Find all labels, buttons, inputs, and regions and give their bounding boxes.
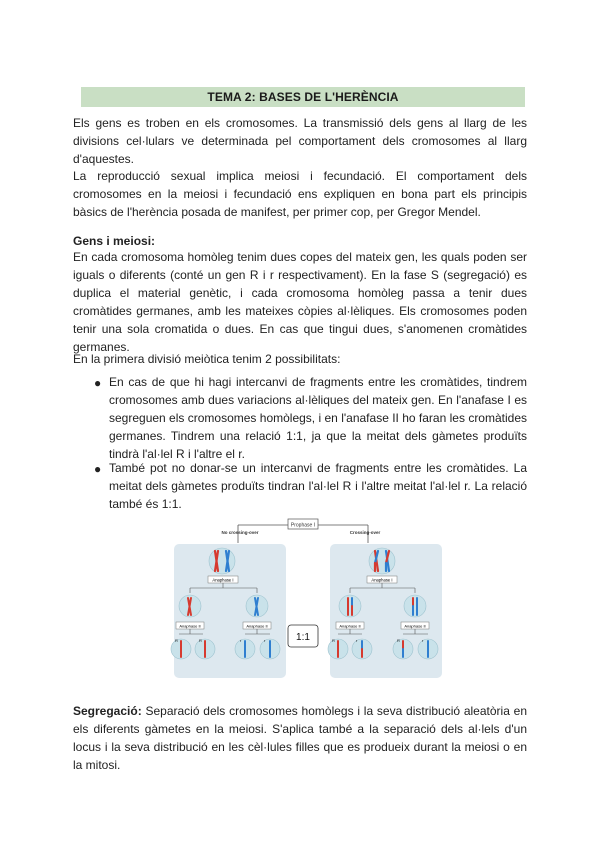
svg-text:r: r <box>264 638 266 643</box>
intro-paragraph-2: La reproducció sexual implica meiosi i fecundació. El comportament dels cromosomes en la meiosi i fecundació ens expliquen en bona part els principis bàsics de l'herència posada de manifest, per primer cop, per Gregor Mendel. <box>73 169 527 219</box>
crossing-label: Crossing-over <box>349 530 381 535</box>
prophase-label: Prophase I <box>290 522 316 529</box>
intro-paragraph-1: Els gens es troben en els cromosomes. La transmissió dels gens al llarg de les divisions cel·lulars ve determinada pel comportament dels cromosomes al llarg d'aquestes. <box>73 116 527 166</box>
svg-text:Anaphase II: Anaphase II <box>339 623 361 629</box>
bullet-marker: ● <box>94 462 102 476</box>
bullet-item-2: També pot no donar-se un intercanvi de fragments entre les cromàtides. La meitat dels gàmetes produïts tindran l'al·lel R i l'altre meitat l'al·lel r. La relació també és 1:1. <box>109 461 527 511</box>
segregacio-text: Separació dels cromosomes homòlegs i la seva distribució aleatòria en els diferents gàmetes en la meiosi. S'aplica també a la separació dels al·lels d'un locus i la seva distribució en les cèl·lules filles que es produeix durant la meiosi o en la mitosi. <box>73 704 527 772</box>
gens-paragraph-2: En la primera divisió meiòtica tenim 2 possibilitats: <box>73 352 341 366</box>
anaphase-ii-label: Anaphase II <box>246 623 268 629</box>
no-crossing-label: No crossing-over <box>221 530 259 535</box>
section-heading-segregacio: Segregació: <box>73 704 142 718</box>
svg-text:r: r <box>422 638 424 643</box>
svg-text:Anaphase I: Anaphase I <box>371 577 393 583</box>
anaphase-ii-label: Anaphase II <box>179 623 201 629</box>
parent-cell <box>209 548 235 574</box>
svg-text:R: R <box>175 638 178 643</box>
svg-text:r: r <box>356 638 358 643</box>
bullet-marker: ● <box>94 376 102 390</box>
bullet-item-1: En cas de que hi hagi intercanvi de fragments entre les cromàtides, tindrem cromosomes amb dues variacions al·lèliques del mateix gen. En l'anafase I es segreguen els cromosomes homòlegs, i en l'anafase II ho faran les cromàtides germanes. Tindrem una relació 1:1, ja que la meitat dels gàmetes produïts tindrà l'al·lel R i l'altre el r. <box>109 375 527 461</box>
page-title: TEMA 2: BASES DE L'HERÈNCIA <box>207 90 399 104</box>
svg-text:r: r <box>240 638 242 643</box>
svg-text:R: R <box>199 638 202 643</box>
gens-paragraph-1: En cada cromosoma homòleg tenim dues copes del mateix gen, les quals poden ser iguals o diferents (conté un gen R i r respectivament). En la fase S (segregació) es duplica el material genètic, i cada cromosoma homòleg passa a tenir dues cromàtides germanes, amb les mateixes còpies al·lèliques. Els cromosomes poden tenir una sola cromatida o dues. En cas que tingui dues, s'anomenen cromàtides germanes. <box>73 250 527 354</box>
svg-text:Anaphase II: Anaphase II <box>404 623 426 629</box>
section-heading-gens: Gens i meiosi: <box>73 234 156 248</box>
segregacio-paragraph <box>73 702 527 774</box>
svg-text:R: R <box>332 638 335 643</box>
anaphase-i-label: Anaphase I <box>212 577 234 583</box>
title-banner <box>81 87 525 107</box>
meiosis-diagram <box>160 516 445 680</box>
ratio-label: 1:1 <box>296 632 310 643</box>
svg-text:R: R <box>397 638 400 643</box>
